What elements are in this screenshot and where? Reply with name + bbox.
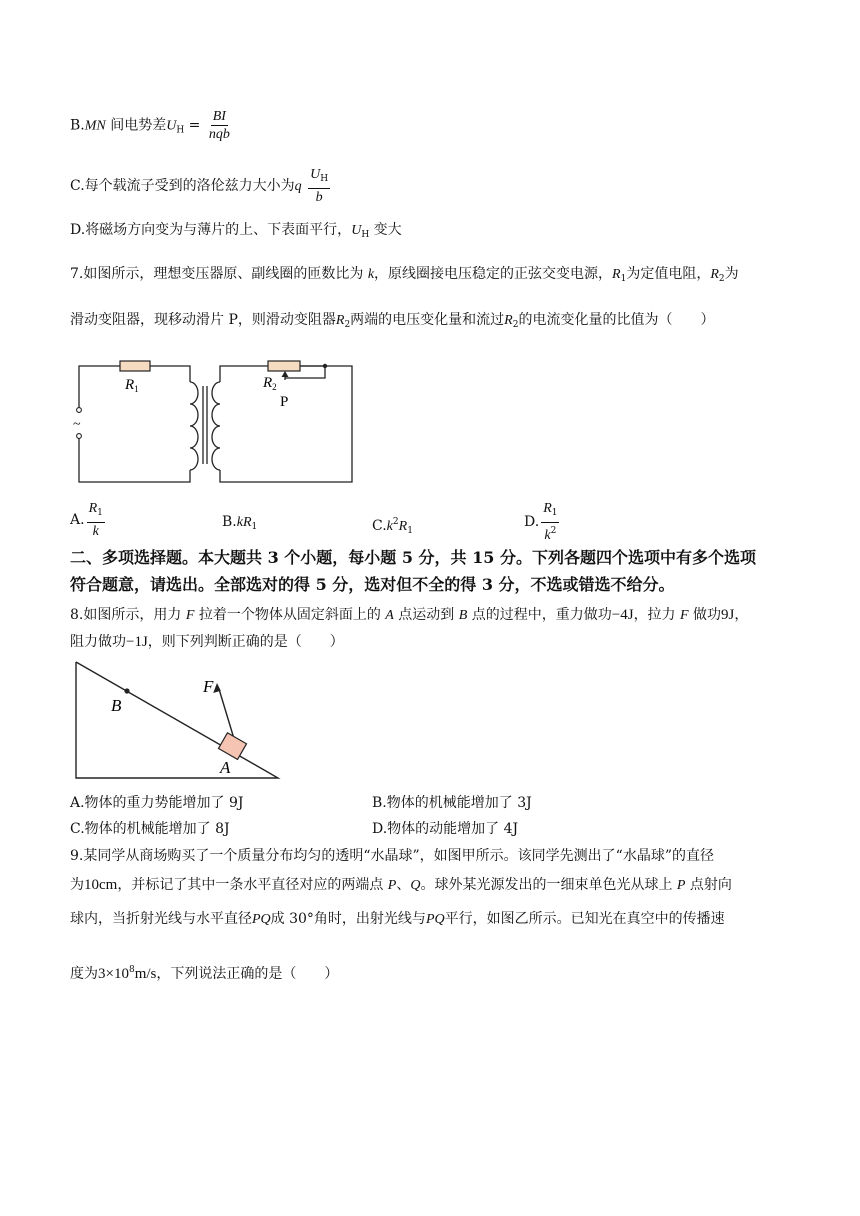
label-p: P (280, 394, 289, 410)
q7-option-b: $B.kR_1$ (222, 514, 258, 532)
label-f: F (203, 677, 214, 696)
incline-triangle (76, 662, 278, 778)
secondary-top-wire (220, 366, 268, 382)
q9-line-4: 度为$3\times 10^8m/s$，下列说法正确的是（ ） (70, 965, 339, 982)
ac-source-symbol: ~ (73, 417, 81, 432)
q7-option-d: D. $\frac{R_1}{k^2}$ (524, 501, 558, 543)
label-r1: $R_1$ (125, 377, 139, 394)
q7-line-2: 滑动变阻器，现移动滑片 P，则滑动变阻器$R_2$两端的电压变化量和流过$R_2$的电流变化量的比值为（ ） (70, 312, 715, 330)
point-b-dot (124, 688, 129, 693)
junction-dot (323, 364, 327, 368)
section-heading-line-2: 符合题意，请选出。全部选对的得 5 分，选对但不全的得 3 分，不选或错选不给分。 (70, 575, 675, 594)
label-b: B (111, 696, 122, 715)
q8-option-c: C.物体的机械能增加了 8J (70, 821, 230, 837)
q8-option-b: B.物体的机械能增加了 3J (372, 795, 532, 811)
transformer-circuit-diagram (70, 352, 360, 487)
source-terminal-top (77, 408, 82, 413)
q8-line-1: 8.如图所示，用力 F 拉着一个物体从固定斜面上的 A 点运动到 B 点的过程中，重力做功−4J，拉力 F 做功9J， (70, 607, 749, 623)
q7-line-1: 7.如图所示，理想变压器原、副线圈的匝数比为 k，原线圈接电压稳定的正弦交变电源，$R_1$为定值电阻，$R_2$为 (70, 266, 739, 284)
resistor-r1 (120, 361, 150, 371)
q8-option-d: D.物体的动能增加了 4J (372, 821, 519, 837)
q6-option-b: B.MN 间电势差$U_H$ = $\frac{BI}{\text{nqb}}$ (70, 109, 230, 142)
q6-option-d: D.将磁场方向变为与薄片的上、下表面平行，$U_H$ 变大 (70, 222, 402, 240)
q6-option-c: C.每个载流子受到的洛伦兹力大小为q $\frac{U_H}{b}$ (70, 167, 329, 205)
slider-arrow-icon (282, 371, 289, 377)
label-a: A (220, 758, 231, 777)
fraction-bi-over-nqb: $\frac{BI}{\text{nqb}}$ (208, 109, 230, 142)
section-heading-line-1: 二、多项选择题。本大题共 3 个小题，每小题 5 分，共 15 分。下列各题四个选项中有多个选项 (70, 548, 756, 567)
fraction-uh-over-b: $\frac{U_H}{b}$ (310, 167, 329, 205)
q8-option-a: A.物体的重力势能增加了 9J (70, 795, 244, 811)
label-r2: $R_2$ (263, 375, 277, 392)
q9-line-1: 9.某同学从商场购买了一个质量分布均匀的透明“水晶球”，如图甲所示。该同学先测出了“水晶球”的直径 (70, 848, 714, 864)
primary-top-wire (79, 366, 120, 397)
q8-line-2: 阻力做功−1J，则下列判断正确的是（ ） (70, 634, 344, 650)
q7-option-c: $C.k^2R_1$ (372, 517, 413, 536)
q9-line-2: 为10cm，并标记了其中一条水平直径对应的两端点 P、Q。球外某光源发出的一细束单色光从球上 P 点射向 (70, 877, 732, 893)
source-terminal-bottom (77, 434, 82, 439)
secondary-coil (212, 382, 220, 470)
block (218, 733, 246, 760)
q7-option-a: A. $\frac{R_1}{k}$ (70, 501, 103, 539)
primary-coil (190, 382, 198, 470)
resistor-r2 (268, 361, 300, 371)
incline-diagram (70, 658, 285, 783)
q9-line-3: 球内，当折射光线与水平直径PQ成 30°角时，出射光线与PQ平行，如图乙所示。已知光在真空中的传播速 (70, 911, 725, 927)
